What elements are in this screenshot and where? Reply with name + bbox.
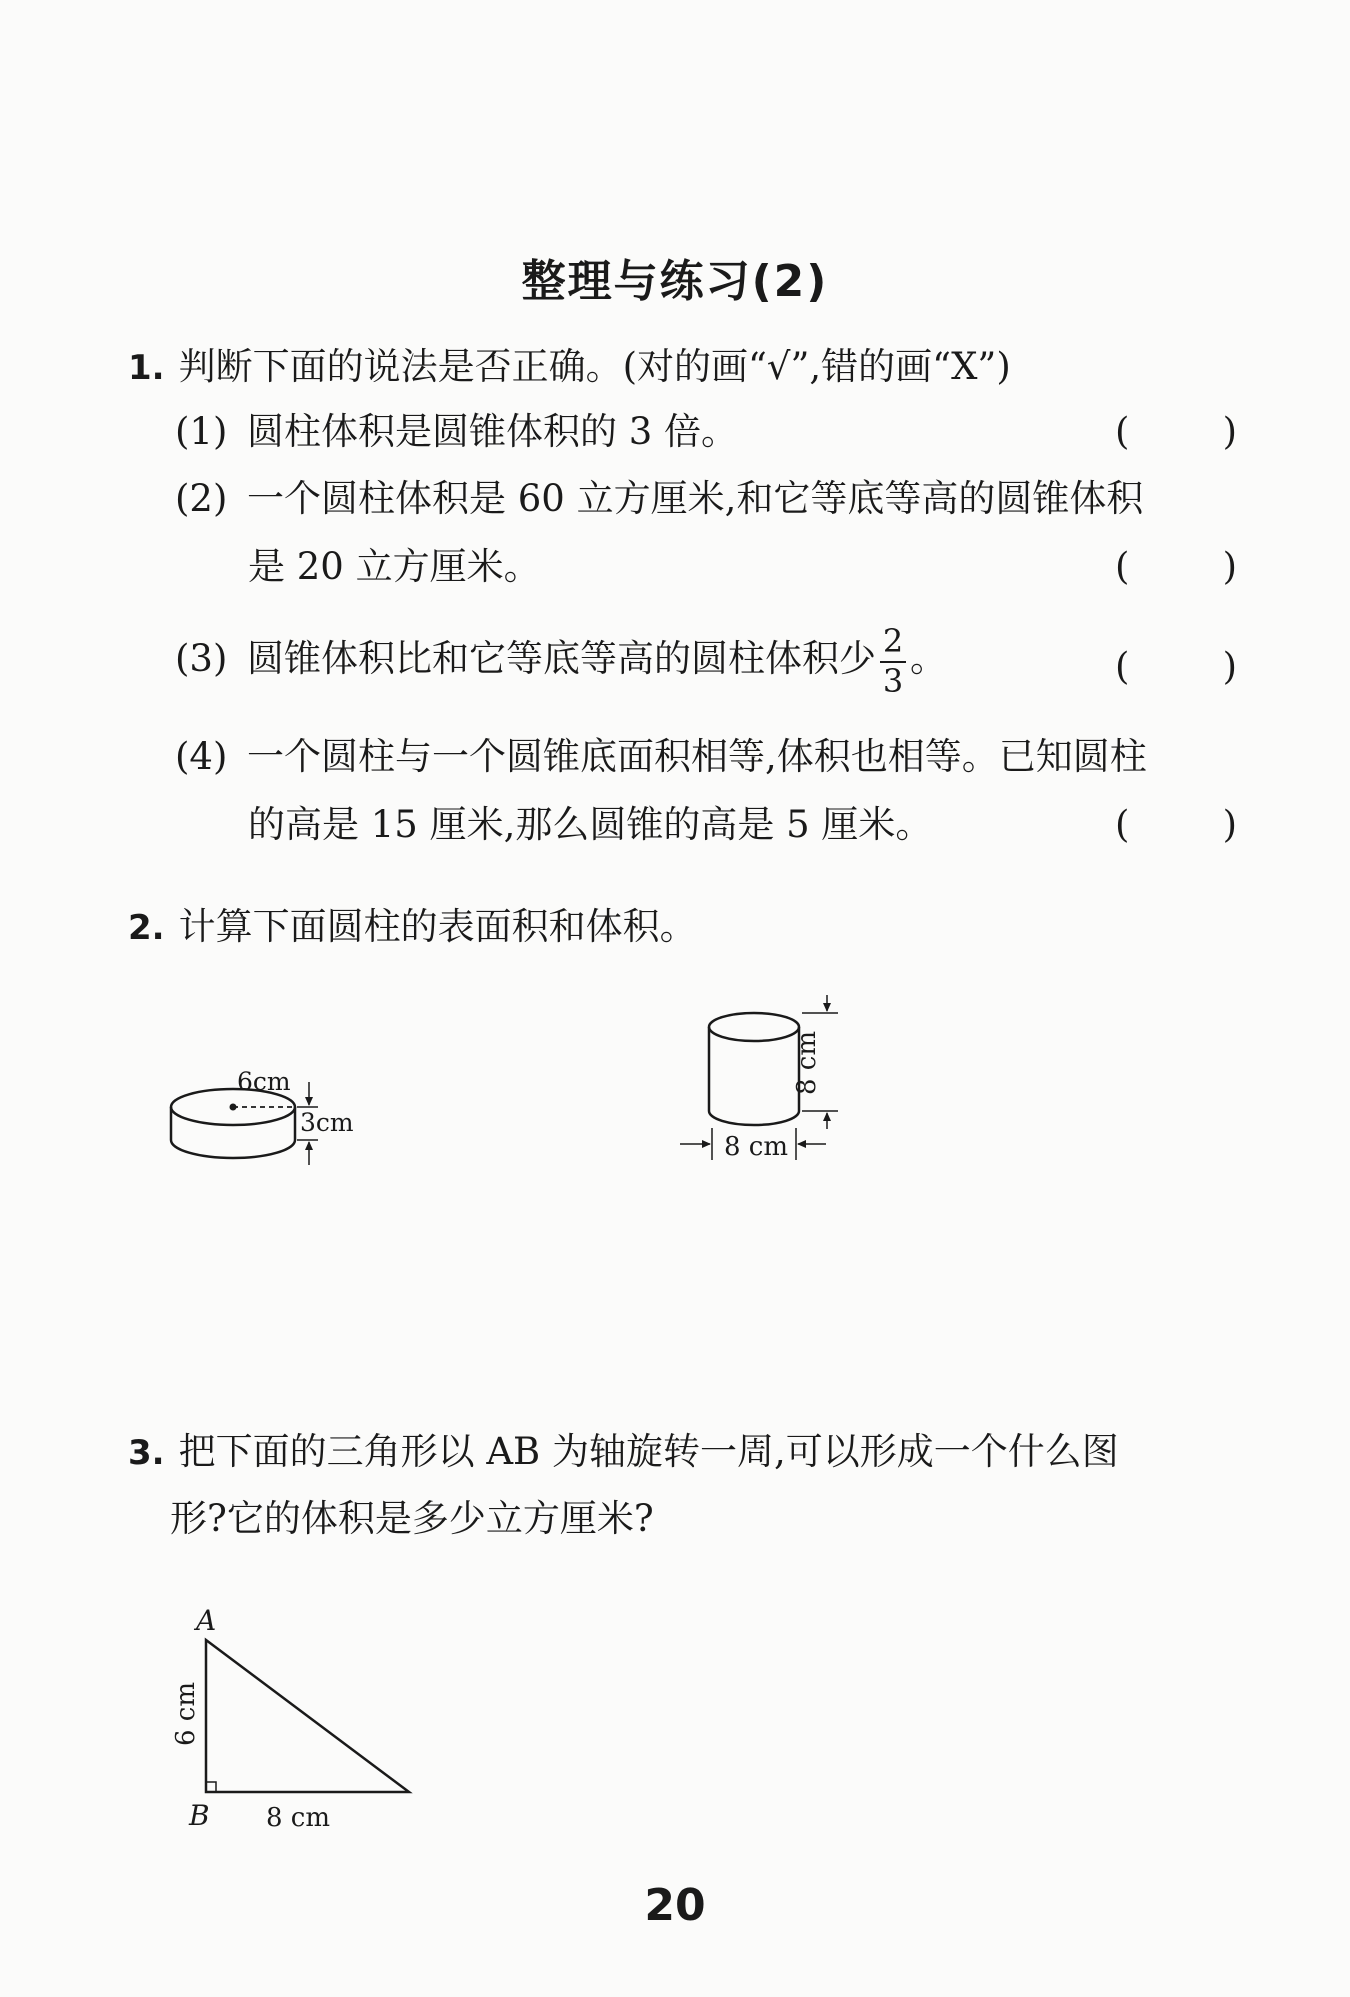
short-cylinder-height-label: 3cm xyxy=(300,1108,354,1137)
q1-item-3-text: 圆锥体积比和它等底等高的圆柱体积少 xyxy=(247,637,876,681)
q1-item-4-answer-box[interactable]: ( ) xyxy=(1115,803,1237,846)
q1-item-3-index: (3) xyxy=(175,637,228,681)
question-2-number: 2. xyxy=(128,908,165,948)
q1-item-2-answer-box[interactable]: ( ) xyxy=(1115,545,1237,588)
q1-item-2-continued: 是 20 立方厘米。 xyxy=(248,545,541,588)
q1-item-1-answer-box[interactable]: ( ) xyxy=(1115,410,1237,453)
q1-item-3: (3) 圆锥体积比和它等底等高的圆柱体积少 $\frac{2}{3}$ 。 xyxy=(175,622,947,700)
q1-item-4-text: 一个圆柱与一个圆锥底面积相等,体积也相等。已知圆柱 xyxy=(247,735,1147,778)
q1-item-3-answer-box[interactable]: ( ) xyxy=(1115,645,1237,688)
q1-item-2-index: (2) xyxy=(175,477,228,520)
question-3-prompt-continued: 形?它的体积是多少立方厘米? xyxy=(170,1497,654,1540)
q1-item-2-text: 一个圆柱体积是 60 立方厘米,和它等底等高的圆锥体积 xyxy=(247,477,1144,520)
vertex-b-label: B xyxy=(189,1799,210,1832)
tall-cylinder-height-label: 8 cm xyxy=(792,1030,822,1095)
question-2-prompt: 计算下面圆柱的表面积和体积。 xyxy=(178,905,697,948)
question-1-prompt: 判断下面的说法是否正确。(对的画“√”,错的画“X”) xyxy=(178,345,1011,388)
q1-item-1-text: 圆柱体积是圆锥体积的 3 倍。 xyxy=(247,410,739,453)
fraction-two-thirds: $\frac{2}{3}$ xyxy=(880,625,906,698)
page-number: 20 xyxy=(644,1880,706,1931)
page-title: 整理与练习(2) xyxy=(521,256,829,307)
vertex-a-label: A xyxy=(196,1604,217,1637)
short-cylinder-radius-label: 6cm xyxy=(237,1067,291,1096)
side-ab-length-label: 6 cm xyxy=(171,1681,201,1746)
side-bc-length-label: 8 cm xyxy=(266,1803,331,1833)
question-3-prompt: 把下面的三角形以 AB 为轴旋转一周,可以形成一个什么图 xyxy=(178,1430,1119,1473)
q1-item-4-continued: 的高是 15 厘米,那么圆锥的高是 5 厘米。 xyxy=(248,803,933,846)
question-3-number: 3. xyxy=(128,1433,165,1473)
q1-item-1-index: (1) xyxy=(175,410,228,453)
question-1-number: 1. xyxy=(128,348,165,388)
q1-item-4-index: (4) xyxy=(175,735,228,778)
tall-cylinder-diameter-label: 8 cm xyxy=(724,1132,789,1162)
